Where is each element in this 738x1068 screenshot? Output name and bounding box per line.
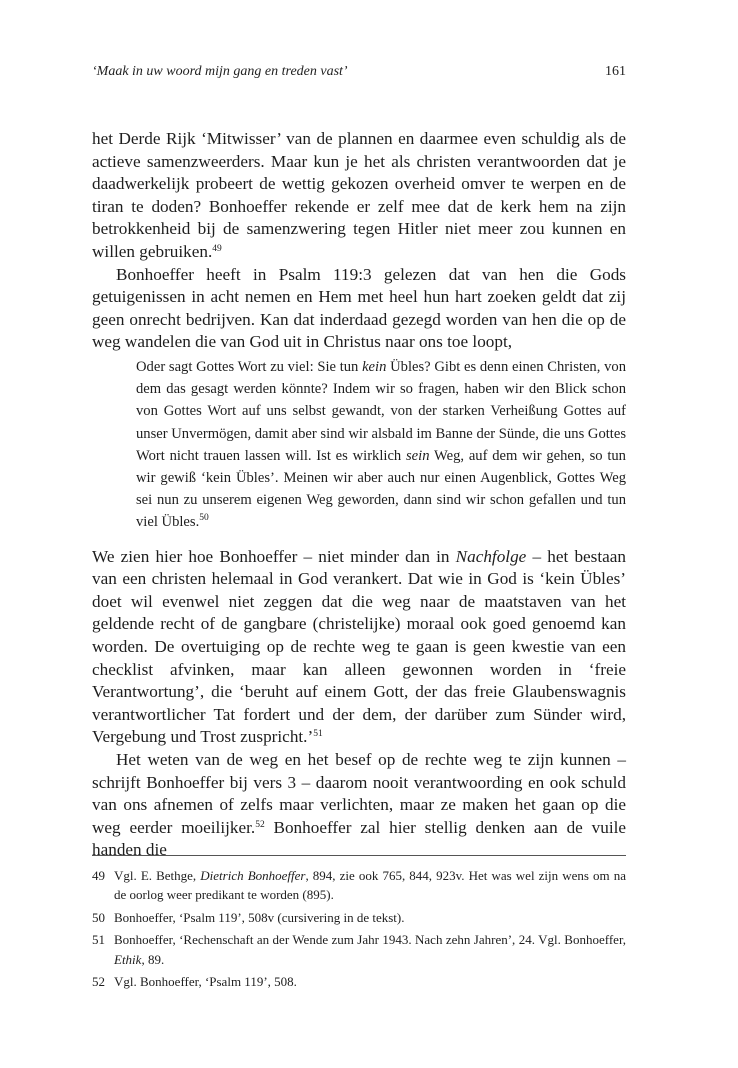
footnote-number: 50: [92, 909, 105, 925]
paragraph-4-part-a: Het weten van de weg en het besef op de rechte weg te zijn kunnen – schrijft Bonhoeffer bij vers 3 – daarom nooit verantwoording en ook schuld van ons afnemen of zelfs maar verlichten, maar ze maken het gaan op die weg eerder moeilijker.: [92, 749, 626, 837]
footnote-51: [92, 930, 626, 969]
footnote-49-book-title: Dietrich Bonhoeffer: [200, 868, 306, 883]
paragraph-2: [92, 264, 626, 354]
footnote-51-book-title: Ethik: [114, 951, 142, 967]
paragraph-3-part-a: We zien hier hoe Bonhoeffer – niet minder dan in: [92, 546, 456, 566]
quote-part-c: Weg, auf dem wir gehen, so tun wir gewiß ‘kein Übles’. Meinen wir aber auch nur einen Augenblick, Gottes Weg sei nun zu unserem eigenen Weg geworden, dann sind wir schon gefallen und tun viel Übles.: [136, 447, 626, 531]
footnote-52-text: Vgl. Bonhoeffer, ‘Psalm 119’, 508.: [114, 974, 297, 990]
footnote-divider: [92, 855, 626, 856]
paragraph-3: [92, 546, 626, 749]
paragraph-1-text: het Derde Rijk ‘Mitwisser’ van de plannen en daarmee even schuldig als de actieve samenzweerders. Maar kun je het als christen verantwoorden dat je daadwerkelijk probeert de wettig gekozen overheid omver te werpen en de tiran te doden? Bonhoeffer rekende er zelf mee dat de kerk hem na zijn betrokkenheid bij de samenzwering tegen Hitler niet meer zou kunnen en willen gebruiken.: [92, 129, 626, 261]
main-text: [92, 128, 626, 862]
block-quote-text: [136, 356, 626, 534]
quote-part-b: Übles? Gibt es denn einen Christen, von dem das gesagt werden könnte? Indem wir so fragen, haben wir den Blick schon von Gottes Wort auf uns selbst gewandt, von der starken Verheißung Gottes auf unser Unvermögen, damit aber sind wir alsbald im Banne der Sünde, die uns Gottes Wort nicht trauen lassen will. Ist es wirklich: [136, 358, 627, 464]
footnote-ref-49: 49: [212, 243, 222, 254]
paragraph-4: [92, 749, 626, 862]
block-quote: [136, 356, 626, 534]
footnote-49-part-a: Vgl. E. Bethge,: [114, 868, 201, 883]
footnote-49: [92, 866, 626, 905]
running-head: [92, 64, 626, 86]
paragraph-4-part-b: Bonhoeffer zal hier stellig denken aan de vuile handen die: [92, 817, 626, 860]
footnote-number: 51: [92, 932, 105, 948]
quote-part-a: Oder sagt Gottes Wort zu viel: Sie tun: [136, 358, 363, 375]
paragraph-3-part-b: – het bestaan van een christen helemaal in God verankert. Dat wie in God is ‘kein Übles’ doet wil evenwel niet zeggen dat die weg naar de maatstaven van het geldende recht of de gangbare (christelijke) moraal ook goed genoemd kan worden. De overtuiging op de rechte weg te gaan is geen kwestie van een checklist afvinken, maar kan alleen gewonnen worden in ‘freie Verantwortung’, die ‘beruht auf einem Gott, der das freie Glaubenswagnis verantwortlicher Tat fordert und der dem, der darüber zum Sünder wird, Vergebung und Trost zuspricht.’: [92, 546, 626, 747]
footnote-number: 52: [92, 974, 105, 990]
quote-emphasis-sein: sein: [406, 447, 430, 464]
page-number: 161: [605, 64, 626, 79]
paragraph-1: [92, 128, 626, 264]
footnote-ref-52: 52: [255, 819, 265, 830]
running-title: ‘Maak in uw woord mijn gang en treden vast’: [92, 64, 348, 79]
footnotes: [92, 866, 626, 994]
footnote-51-part-a: Bonhoeffer, ‘Rechenschaft an der Wende zum Jahr 1943. Nach zehn Jahren’, 24. Vgl. Bonhoeffer,: [114, 932, 626, 948]
footnote-50: [92, 908, 626, 927]
footnote-52: [92, 972, 626, 991]
quote-emphasis-kein: kein: [362, 358, 387, 375]
title-nachfolge: Nachfolge: [455, 546, 527, 566]
footnote-50-text: Bonhoeffer, ‘Psalm 119’, 508v (cursivering in de tekst).: [114, 909, 405, 925]
footnote-number: 49: [92, 868, 105, 883]
footnote-51-part-b: , 89.: [141, 951, 165, 967]
footnote-ref-51: 51: [313, 729, 323, 740]
footnote-ref-50: 50: [199, 513, 209, 524]
footnote-49-part-b: , 894, zie ook 765, 844, 923v. Het was wel zijn wens om na de oorlog weer predikant te worden (895).: [114, 868, 626, 903]
paragraph-2-text: Bonhoeffer heeft in Psalm 119:3 gelezen dat van hen die Gods getuigenissen in acht nemen en Hem met heel hun hart zoeken geldt dat zij geen onrecht bedrijven. Kan dat inderdaad gezegd worden van hen die op de weg wandelen die van God uit in Christus naar ons toe loopt,: [92, 264, 626, 352]
